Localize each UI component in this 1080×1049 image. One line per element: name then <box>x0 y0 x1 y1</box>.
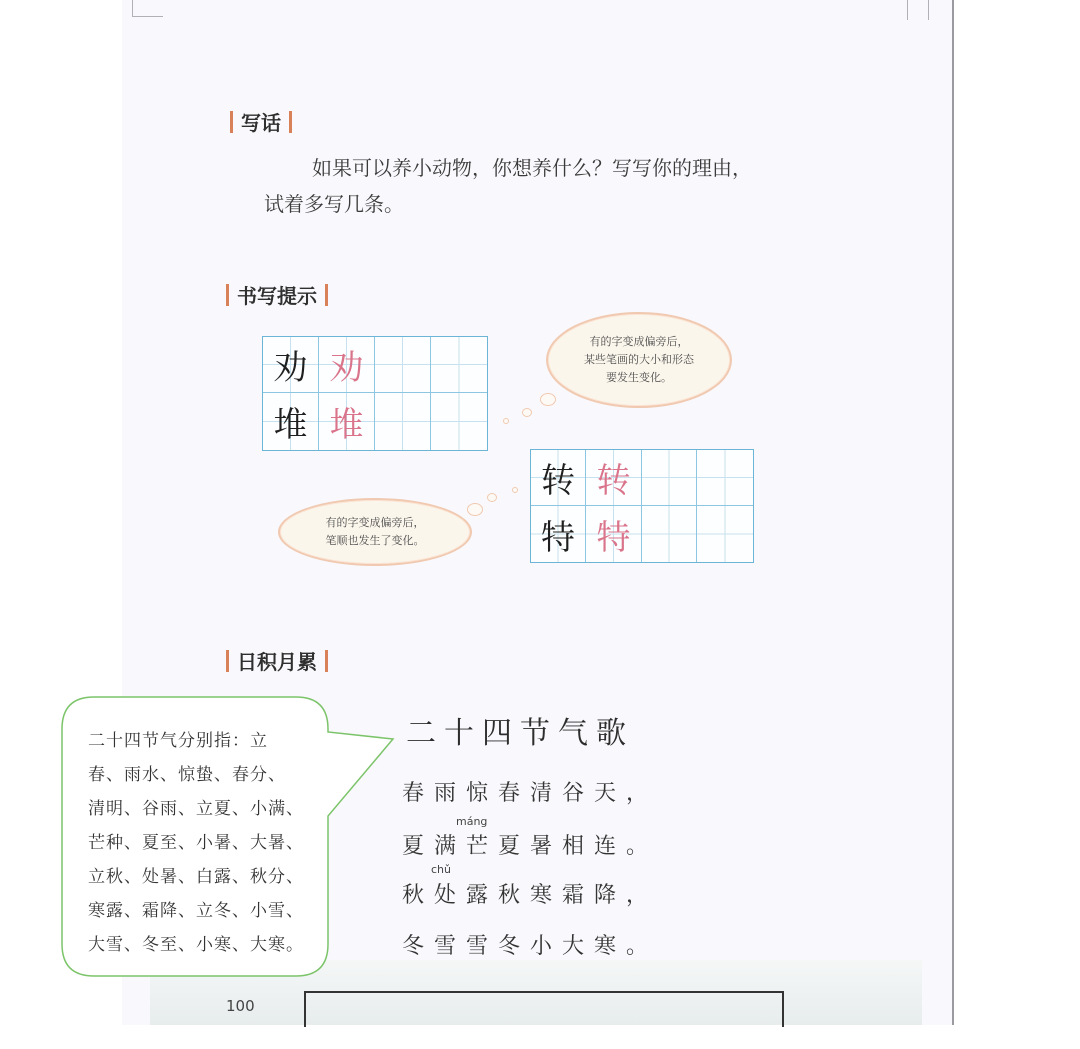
cloud-text-line: 有的字变成偏旁后， <box>589 335 689 348</box>
section-bar-left <box>226 284 229 306</box>
callout-line: 二十四节气分别指：立 <box>88 731 268 751</box>
cloud-text-line: 有的字变成偏旁后， <box>325 516 425 529</box>
footer-box <box>304 991 784 1027</box>
callout-line: 寒露、霜降、立冬、小雪、 <box>88 901 304 921</box>
top-left-corner-mark <box>132 0 163 17</box>
grid-cell-char: 转 <box>531 450 586 506</box>
poem-line: 秋处露秋寒霜降， <box>402 883 659 908</box>
section-title-writing-text: 写话 <box>241 111 281 135</box>
thought-dot <box>540 393 556 406</box>
grid-cell-empty <box>642 506 697 562</box>
cloud-text-line: 要发生变化。 <box>606 371 672 384</box>
grid-cell-empty <box>375 393 431 450</box>
grid-cell-char: 转 <box>586 450 642 506</box>
grid-cell-char: 特 <box>586 506 642 562</box>
poem-line: 春雨惊春清谷天， <box>402 781 659 806</box>
cloud-text-line: 某些笔画的大小和形态 <box>584 353 694 366</box>
cloud-text-line: 笔顺也发生了变化。 <box>325 534 425 547</box>
top-right-corner-mark <box>907 0 929 20</box>
section-bar-left <box>230 111 233 133</box>
poem-line: 冬雪雪冬小大寒。 <box>402 934 659 959</box>
grid-cell-empty <box>697 450 753 506</box>
callout-line: 清明、谷雨、立夏、小满、 <box>88 799 304 819</box>
thought-dot <box>487 493 497 502</box>
grid-cell-char: 特 <box>531 506 586 562</box>
callout-line: 芒种、夏至、小暑、大暑、 <box>88 833 304 853</box>
grid-cell-char: 堆 <box>319 393 375 450</box>
writing-line-1: 如果可以养小动物，你想养什么？写写你的理由， <box>312 156 752 180</box>
section-bar-left <box>226 650 229 672</box>
grid-cell-empty <box>375 337 431 393</box>
pinyin-mang: máng <box>456 815 488 828</box>
poem-title: 二十四节气歌 <box>406 716 634 751</box>
character-grid-1 <box>262 336 488 451</box>
writing-line-2: 试着多写几条。 <box>264 192 404 216</box>
thought-dot <box>512 487 518 493</box>
grid-cell-char: 劝 <box>263 337 319 393</box>
section-title-hints <box>226 280 328 309</box>
hint-cloud-1 <box>546 312 732 408</box>
thought-dot <box>522 408 532 417</box>
section-bar-right <box>289 111 292 133</box>
callout-line: 春、雨水、惊蛰、春分、 <box>88 765 286 785</box>
section-bar-right <box>325 650 328 672</box>
poem-line: 夏满芒夏暑相连。 <box>402 834 659 859</box>
section-bar-right <box>325 284 328 306</box>
hint-cloud-2 <box>278 498 472 566</box>
grid-cell-empty <box>431 337 487 393</box>
pinyin-chu: chǔ <box>431 863 451 876</box>
section-title-accumulate-text: 日积月累 <box>237 650 317 674</box>
grid-cell-char: 劝 <box>319 337 375 393</box>
callout-text <box>88 724 304 962</box>
section-title-accumulate <box>226 646 328 675</box>
grid-cell-char: 堆 <box>263 393 319 450</box>
section-title-writing <box>230 107 292 136</box>
grid-cell-empty <box>697 506 753 562</box>
thought-dot <box>467 503 483 516</box>
character-grid-2 <box>530 449 754 563</box>
page-number: 100 <box>226 997 255 1015</box>
thought-dot <box>503 418 509 424</box>
callout-line: 大雪、冬至、小寒、大寒。 <box>88 935 304 955</box>
section-title-hints-text: 书写提示 <box>237 284 317 308</box>
callout-line: 立秋、处暑、白露、秋分、 <box>88 867 304 887</box>
grid-cell-empty <box>431 393 487 450</box>
grid-cell-empty <box>642 450 697 506</box>
